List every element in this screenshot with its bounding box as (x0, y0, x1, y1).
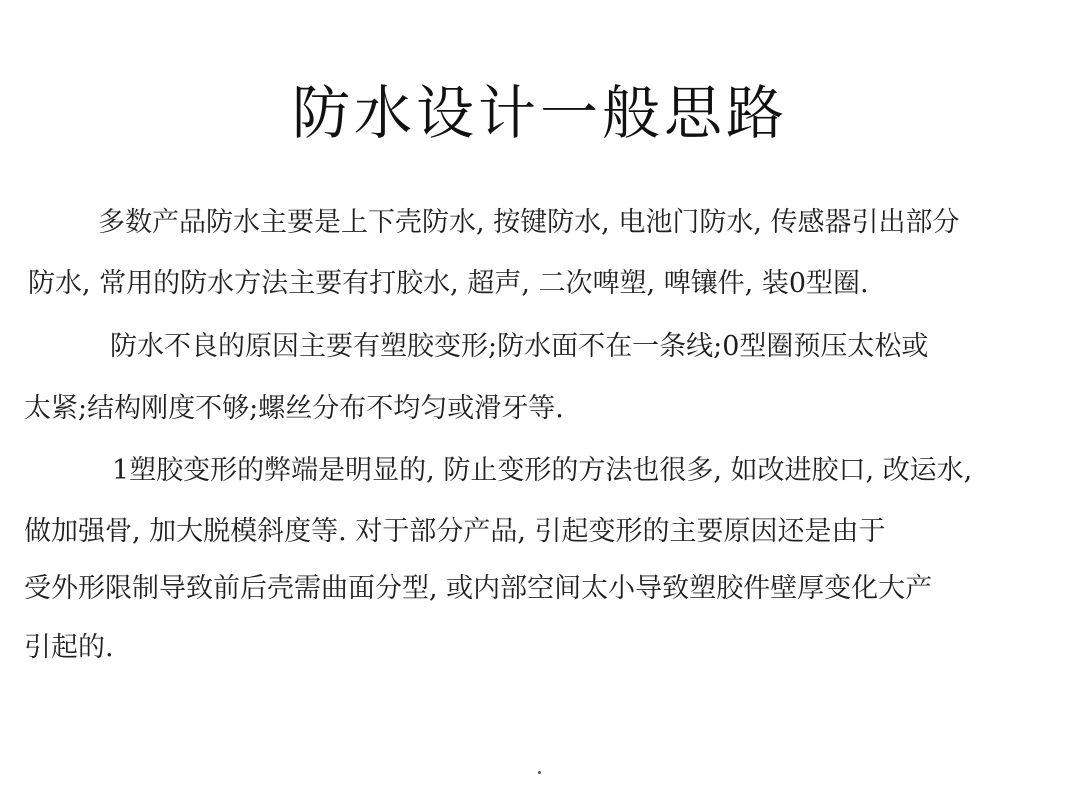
paragraph-2-line-2: 太紧;结构刚度不够;螺丝分布不均匀或滑牙等. (24, 393, 564, 424)
footer-dot (538, 771, 541, 774)
paragraph-3-line-1: 1塑胶变形的弊端是明显的, 防止变形的方法也很多, 如改进胶口, 改运水, (112, 455, 973, 486)
paragraph-2-line-1: 防水不良的原因主要有塑胶变形;防水面不在一条线;0型圈预压太松或 (110, 331, 929, 362)
paragraph-3-line-4: 引起的. (24, 632, 114, 663)
paragraph-3-line-2: 做加强骨, 加大脱模斜度等. 对于部分产品, 引起变形的主要原因还是由于 (24, 516, 886, 547)
paragraph-1-line-1: 多数产品防水主要是上下壳防水, 按键防水, 电池门防水, 传感器引出部分 (98, 207, 960, 238)
paragraph-1-line-2: 防水, 常用的防水方法主要有打胶水, 超声, 二次啤塑, 啤镶件, 装0型圈. (28, 268, 869, 299)
paragraph-3-line-3: 受外形限制导致前后壳需曲面分型, 或内部空间太小导致塑胶件壁厚变化大产 (24, 573, 933, 604)
slide-title: 防水设计一般思路 (291, 79, 788, 147)
